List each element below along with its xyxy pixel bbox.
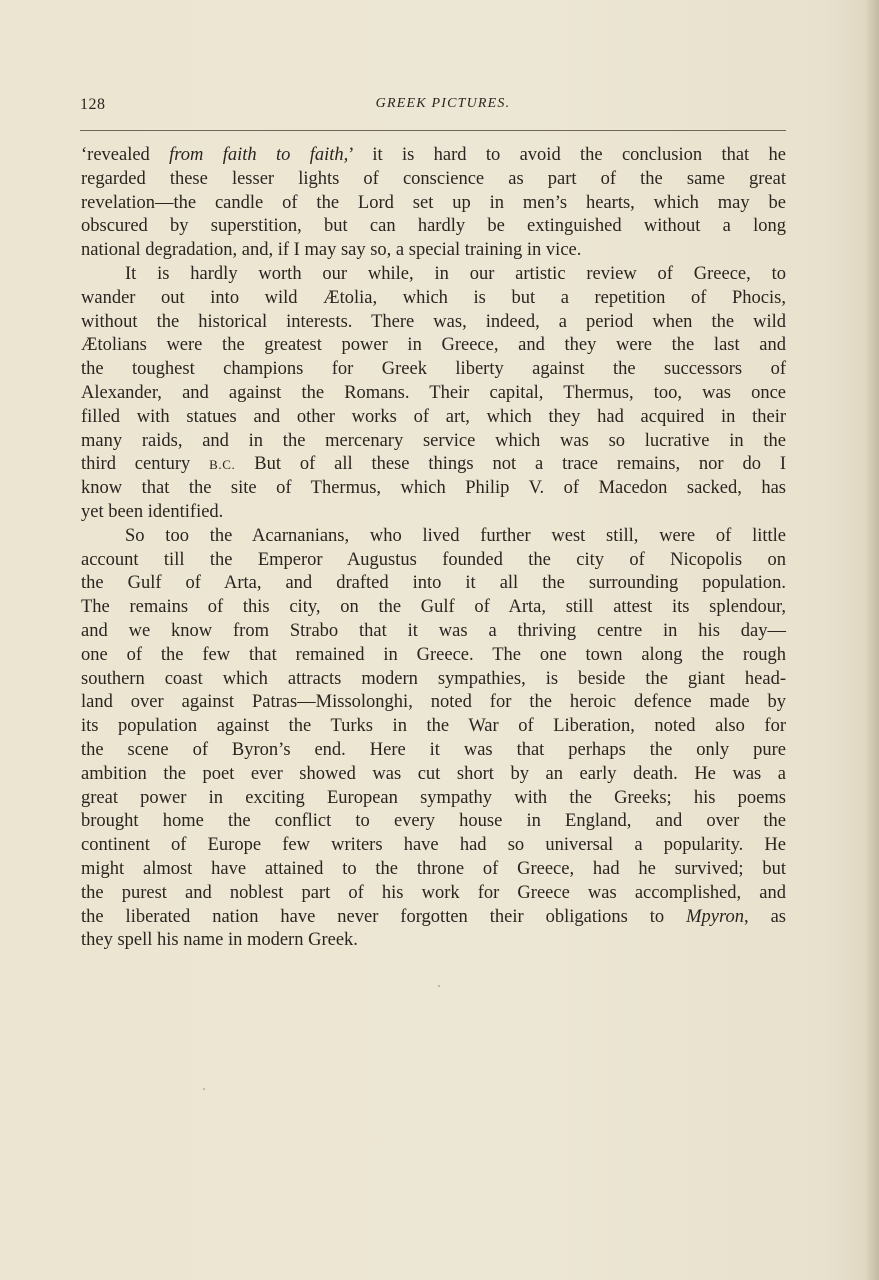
paper-speck (438, 985, 440, 987)
text-line: brought home the conflict to every house in England, and over the (81, 811, 786, 832)
running-title: GREEK PICTURES. (375, 96, 511, 111)
text-line: the toughest champions for Greek liberty against the successors of (81, 359, 786, 380)
text-line: regarded these lesser lights of conscience as part of the same great (81, 168, 786, 189)
text-line: ambition the poet ever showed was cut short by an early death. He was a (81, 763, 786, 784)
text-line: its population against the Turks in the War of Liberation, noted also for (81, 716, 786, 737)
page-header (80, 96, 786, 120)
text-line: yet been identified. (81, 501, 224, 522)
text-line: ‘revealed from faith to faith,’ it is hard to avoid the conclusion that he (81, 145, 786, 165)
text-line: obscured by superstition, but can hardly be extinguished without a long (81, 216, 786, 237)
text-line: filled with statues and other works of art, which they had acquired in their (81, 406, 786, 427)
text-line: the liberated nation have never forgotten their obligations to Mpyron, as (81, 906, 786, 927)
text-line: the Gulf of Arta, and drafted into it all the surrounding population. (81, 573, 786, 594)
header-rule (80, 130, 786, 131)
paragraph-start-line: So too the Acarnanians, who lived further west still, were of little (125, 525, 786, 546)
text-line: many raids, and in the mercenary service which was so lucrative in the (81, 430, 786, 451)
text-line: national degradation, and, if I may say so, a special training in vice. (81, 240, 582, 261)
italic-quote: from faith to faith, (169, 145, 349, 165)
text-line: they spell his name in modern Greek. (81, 930, 358, 951)
text-line: southern coast which attracts modern sympathies, is beside the giant head- (81, 668, 786, 689)
italic-greek-name: Mpyron (686, 906, 744, 927)
text-line: great power in exciting European sympathy with the Greeks; his poems (81, 787, 786, 808)
text-line: Alexander, and against the Romans. Their capital, Thermus, too, was once (81, 382, 786, 403)
page-number: 128 (80, 96, 106, 113)
text-line: the scene of Byron’s end. Here it was that perhaps the only pure (81, 739, 786, 760)
text-line: account till the Emperor Augustus founded the city of Nicopolis on (81, 549, 786, 570)
paper-speck (203, 1088, 205, 1090)
body-text (81, 144, 786, 953)
text-line: third century B.C. But of all these things not a trace remains, nor do I (81, 454, 786, 475)
text-line: without the historical interests. There was, indeed, a period when the wild (81, 311, 786, 332)
page-edge-shadow (865, 0, 879, 1280)
text-line: might almost have attained to the throne of Greece, had he survived; but (81, 858, 786, 879)
text-line: one of the few that remained in Greece. The one town along the rough (81, 644, 786, 665)
text-line: Ætolians were the greatest power in Greece, and they were the last and (81, 335, 786, 356)
text-line: wander out into wild Ætolia, which is but a repetition of Phocis, (81, 287, 786, 308)
paragraph-start-line: It is hardly worth our while, in our artistic review of Greece, to (125, 263, 786, 284)
text-line: land over against Patras—Missolonghi, noted for the heroic defence made by (81, 692, 786, 713)
text-line: revelation—the candle of the Lord set up in men’s hearts, which may be (81, 192, 786, 213)
text-line: know that the site of Thermus, which Philip V. of Macedon sacked, has (81, 478, 786, 499)
text-line: continent of Europe few writers have had so universal a popularity. He (81, 835, 786, 856)
text-line: the purest and noblest part of his work for Greece was accomplished, and (81, 882, 786, 903)
text-line: The remains of this city, on the Gulf of Arta, still attest its splendour, (81, 597, 786, 618)
small-caps-era: B.C. (209, 457, 236, 473)
text-line: and we know from Strabo that it was a thriving centre in his day— (81, 620, 786, 641)
